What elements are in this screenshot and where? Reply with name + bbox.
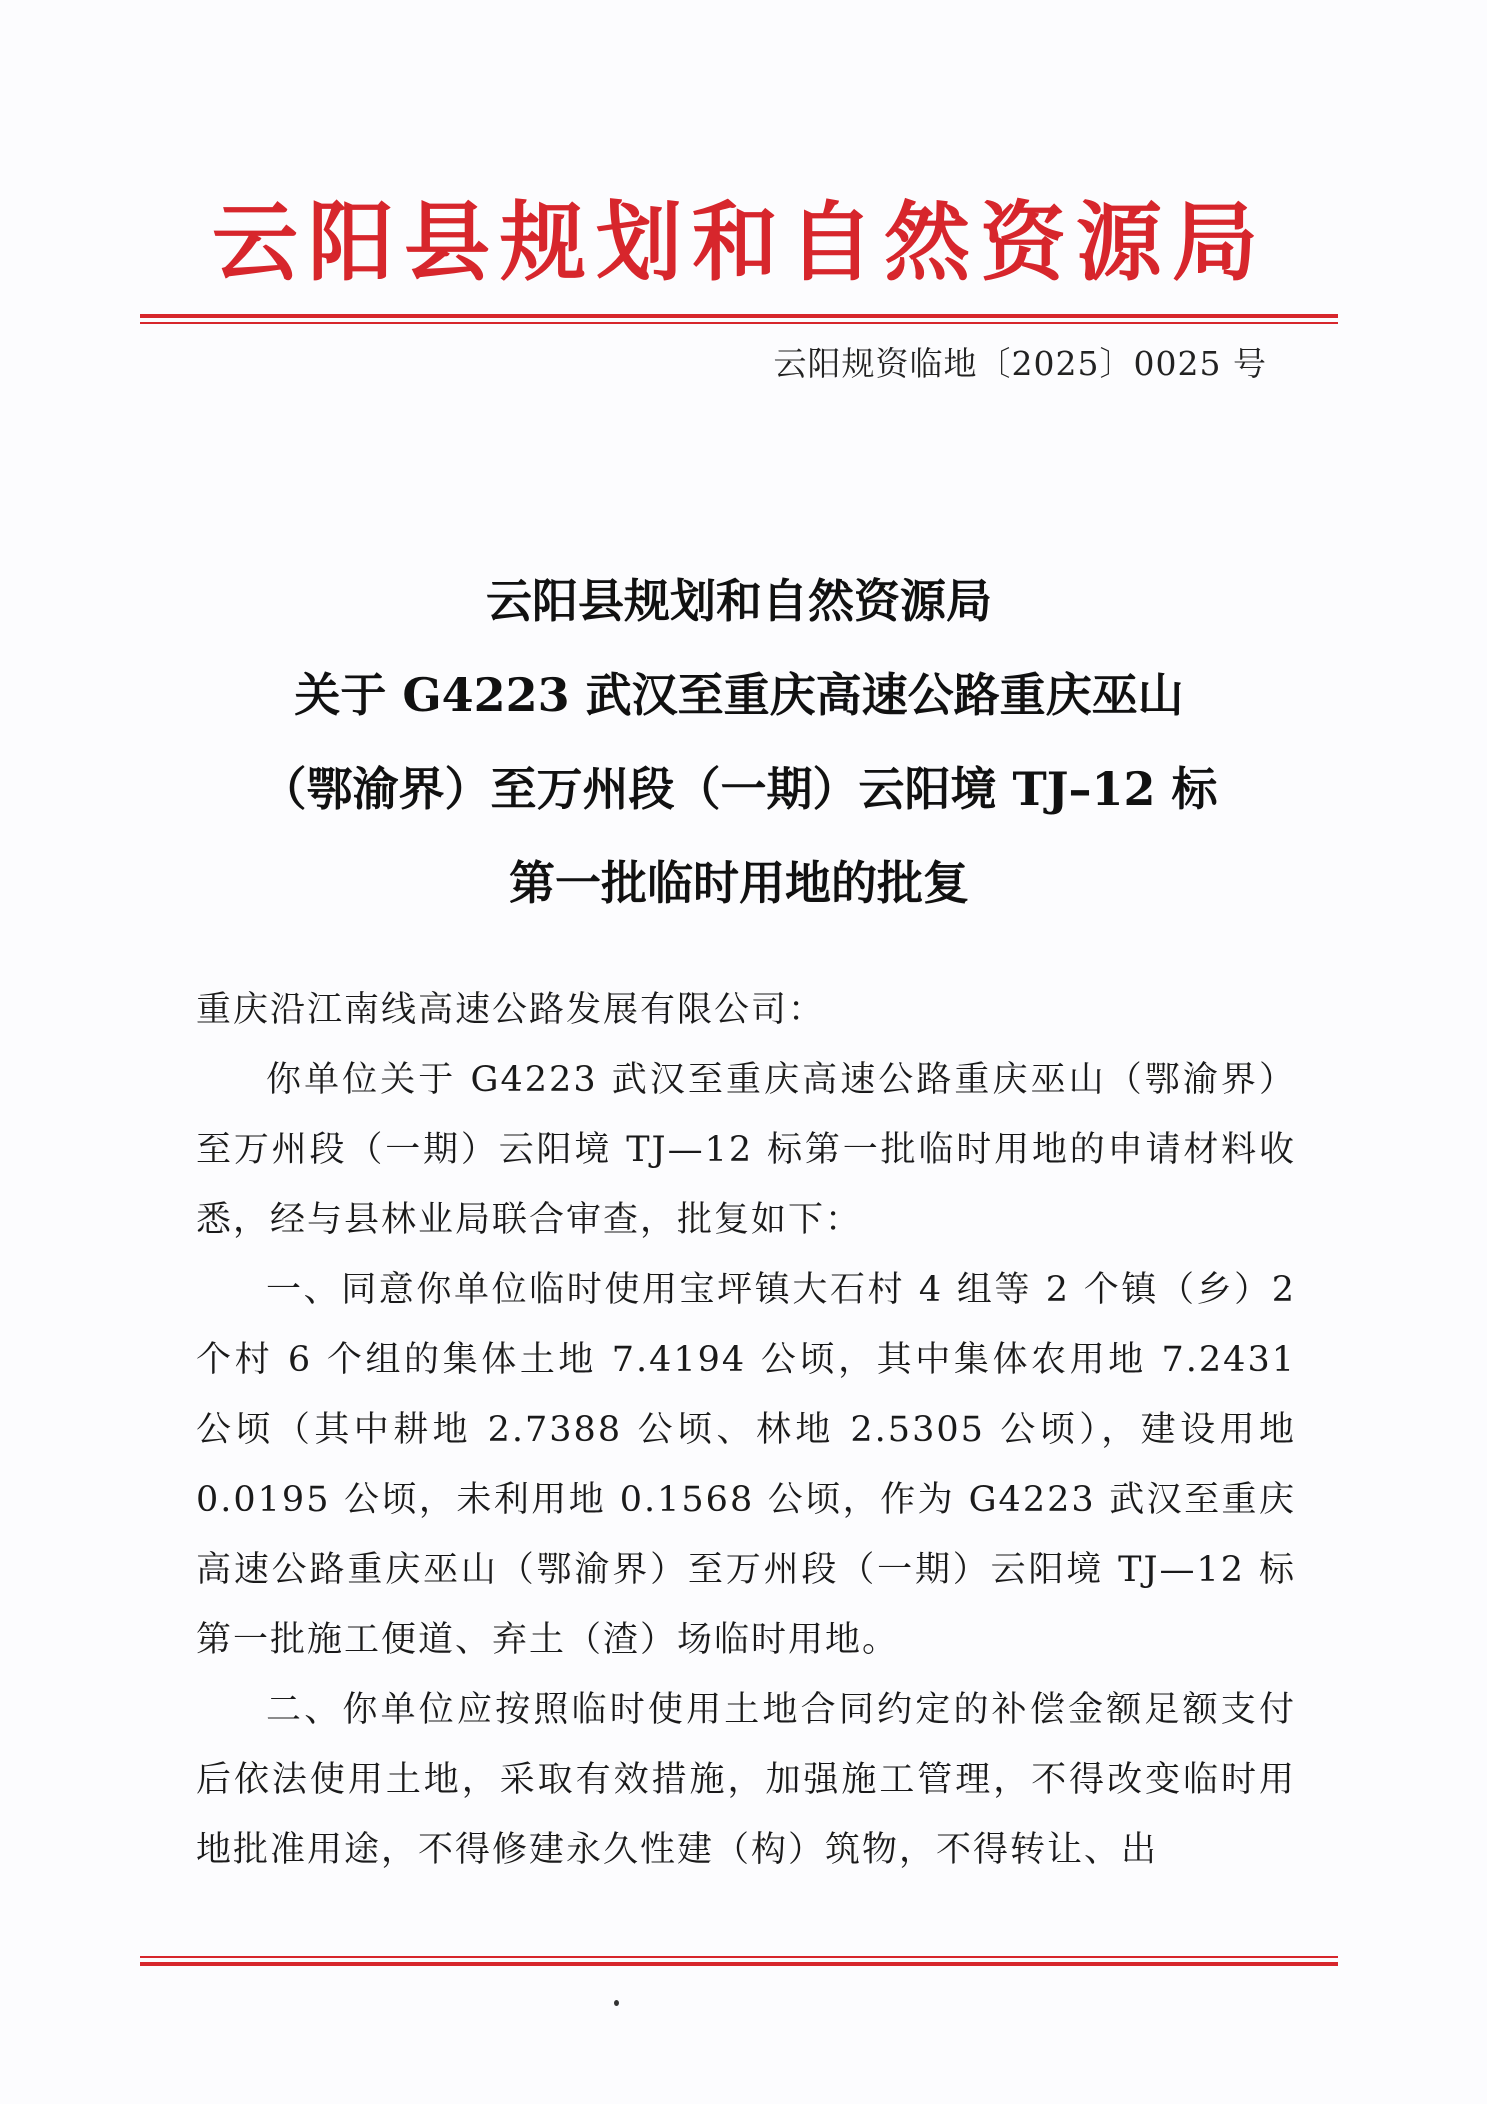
document-number: 云阳规资临地〔2025〕0025 号: [773, 344, 1267, 383]
title-line: （鄂渝界）至万州段（一期）云阳境 TJ–12 标: [260, 762, 1218, 816]
footer-rule-thin: [140, 1956, 1338, 1958]
title-line: 关于 G4223 武汉至重庆高速公路重庆巫山: [294, 668, 1184, 722]
document-title: [140, 554, 1338, 930]
salutation: 重庆沿江南线高速公路发展有限公司：: [196, 990, 826, 1030]
header-rule-thin: [140, 322, 1338, 324]
footer-rule-thick: [140, 1962, 1338, 1966]
issuing-organization-header: 云阳县规划和自然资源局: [212, 192, 1268, 293]
scan-speck: [614, 2000, 619, 2006]
document-body: [196, 975, 1296, 1885]
body-paragraph: 你单位关于 G4223 武汉至重庆高速公路重庆巫山（鄂渝界）至万州段（一期）云阳境 TJ—12 标第一批临时用地的申请材料收悉，经与县林业局联合审查，批复如下：: [196, 1060, 1296, 1240]
body-paragraph: 二、你单位应按照临时使用土地合同约定的补偿金额足额支付后依法使用土地，采取有效措施，加强施工管理，不得改变临时用地批准用途，不得修建永久性建（构）筑物，不得转让、出: [196, 1690, 1296, 1870]
header-rule-thick: [140, 314, 1338, 318]
body-paragraph: 一、同意你单位临时使用宝坪镇大石村 4 组等 2 个镇（乡）2 个村 6 个组的集体土地 7.4194 公顷，其中集体农用地 7.2431 公顷（其中耕地 2.7388 公顷、林地 2.5305 公顷），建设用地 0.0195 公顷，未利用地 0.1568 公顷，作为 G4223 武汉至重庆高速公路重庆巫山（鄂渝界）至万州段（一期）云阳境 TJ—12 标第一批施工便道、弃土（渣）场临时用地。: [196, 1270, 1296, 1660]
title-line: 云阳县规划和自然资源局: [486, 574, 992, 628]
title-line: 第一批临时用地的批复: [509, 856, 969, 910]
